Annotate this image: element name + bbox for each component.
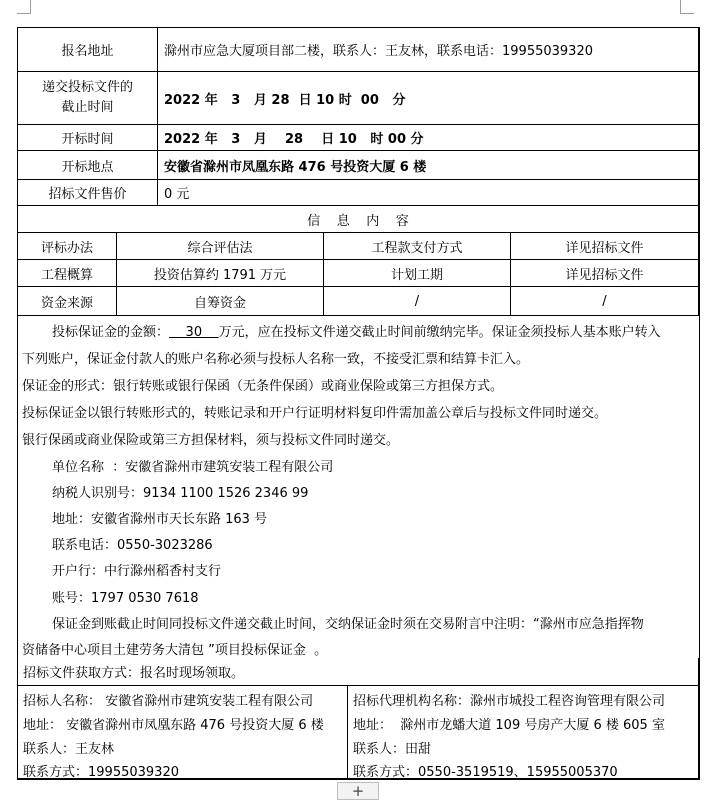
unit-address: 地址：安徽省滁州市天长东路 163 号 [52, 512, 268, 527]
tenderer-name: 招标人名称： 安徽省滁州市建筑安装工程有限公司 [23, 694, 314, 709]
tax-id: 纳税人识别号：9134 1100 1526 2346 99 [52, 486, 309, 501]
open-time-label: 开标时间 [18, 125, 158, 151]
tenderer-contact: 联系人：王友林 [23, 742, 115, 757]
info-cell: 详见招标文件 [511, 260, 699, 287]
reg-address-label: 报名地址 [18, 28, 158, 72]
open-time-value: 2022 年 3 月 28 日 10 时 00 分 [158, 125, 699, 151]
deadline-value: 2022 年 3 月 28 日 10 时 00 分 [158, 72, 699, 125]
tenderer-phone: 联系方式：19955039320 [23, 765, 179, 779]
info-cell: / [324, 287, 511, 316]
agent-contact: 联系人：田甜 [353, 742, 432, 757]
unit-phone: 联系电话：0550-3023286 [52, 538, 213, 553]
deposit-guarantee-note: 银行保函或商业保险或第三方担保材料，须与投标文件同时递交。 [22, 433, 400, 448]
agent-address: 地址： 滁州市龙蟠大道 109 号房产大厦 6 楼 605 室 [353, 718, 665, 733]
deposit-amount-rest: 万元，应在投标文件递交截止时间前缴纳完毕。保证金须投标人基本账户转入 [218, 325, 661, 340]
info-cell: 资金来源 [18, 287, 117, 316]
deadline-label-line1: 递交投标文件的 [41, 80, 133, 95]
tender-info-table [17, 27, 700, 780]
deadline-label [18, 72, 158, 125]
info-cell: 计划工期 [324, 260, 511, 287]
acquire-method: 招标文件获取方式：报名时现场领取。 [18, 658, 699, 686]
open-place-value: 安徽省滁州市凤凰东路 476 号投资大厦 6 楼 [158, 151, 699, 180]
page-corner-mark-right [680, 0, 694, 14]
deposit-deadline-note: 保证金到账截止时间同投标文件递交截止时间，交纳保证金时须在交易附言中注明：“滁州市应急指挥物 [52, 617, 644, 632]
price-label: 招标文件售价 [18, 180, 158, 206]
info-header: 信 息 内 容 [18, 206, 699, 233]
deposit-amount: 30 [169, 325, 219, 340]
deposit-amount-line [52, 321, 661, 340]
unit-name: 单位名称 ：安徽省滁州市建筑安装工程有限公司 [52, 460, 334, 475]
deposit-form: 保证金的形式：银行转账或银行保函（无条件保函）或商业保险或第三方担保方式。 [22, 379, 504, 394]
open-place-label: 开标地点 [18, 151, 158, 180]
page-corner-mark-left [17, 0, 31, 14]
add-row-button[interactable]: + [337, 782, 379, 800]
deposit-amount-prefix: 投标保证金的金额： [52, 325, 170, 340]
agent-phone: 联系方式：0550-3519519、15955005370 [353, 765, 618, 779]
info-cell: 工程概算 [18, 260, 117, 287]
bank-account: 账号：1797 0530 7618 [52, 591, 199, 606]
agent-name: 招标代理机构名称：滁州市城投工程咨询管理有限公司 [353, 694, 666, 709]
info-cell: 工程款支付方式 [324, 233, 511, 260]
deposit-deadline-note-cont: 资储备中心项目土建劳务大清包 ”项目投标保证金 。 [22, 643, 328, 658]
deposit-line: 下列账户，保证金付款人的账户名称必须与投标人名称一致，不接受汇票和结算卡汇入。 [22, 352, 530, 367]
info-cell: 投资估算约 1791 万元 [117, 260, 324, 287]
info-cell: 评标办法 [18, 233, 117, 260]
price-value: 0 元 [158, 180, 699, 206]
info-cell: 自筹资金 [117, 287, 324, 316]
info-cell: 详见招标文件 [511, 233, 699, 260]
tenderer-info [18, 686, 348, 779]
deposit-transfer-note: 投标保证金以银行转账形式的，转账记录和开户行证明材料复印件需加盖公章后与投标文件同时递交。 [22, 406, 608, 421]
agent-info [348, 686, 699, 779]
info-cell: / [511, 287, 699, 316]
deadline-label-line2: 截止时间 [61, 100, 114, 115]
bank-name: 开户行：中行滁州稻香村支行 [52, 564, 222, 579]
deposit-section [18, 316, 699, 686]
info-cell: 综合评估法 [117, 233, 324, 260]
tenderer-address: 地址： 安徽省滁州市凤凰东路 476 号投资大厦 6 楼 [23, 718, 324, 733]
reg-address-value: 滁州市应急大厦项目部二楼，联系人：王友林，联系电话：19955039320 [158, 28, 699, 72]
